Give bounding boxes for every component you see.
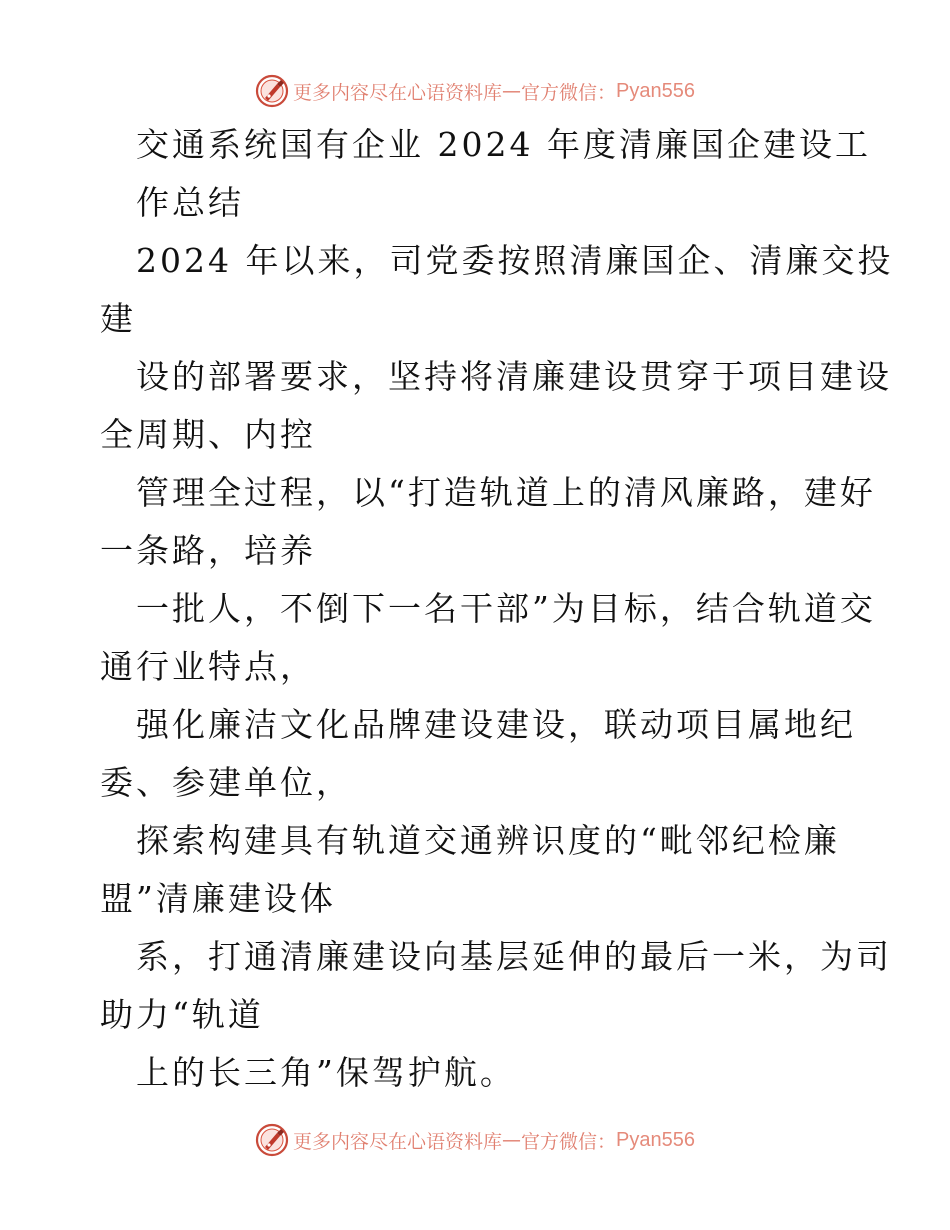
body-line: 助力“轨道 bbox=[100, 995, 264, 1034]
body-line: 探索构建具有轨道交通辨识度的“毗邻纪检廉 bbox=[136, 821, 840, 860]
pen-nib-logo-icon bbox=[255, 1123, 289, 1157]
banner-separator: — bbox=[502, 1129, 522, 1151]
footer-banner bbox=[0, 1120, 950, 1160]
body-line: 设的部署要求，坚持将清廉建设贯穿于项目建设 bbox=[136, 357, 892, 396]
body-line: 2024 年以来，司党委按照清廉国企、清廉交投 bbox=[136, 241, 894, 280]
body-line: 强化廉洁文化品牌建设建设，联动项目属地纪 bbox=[136, 705, 856, 744]
banner-wechat-label: 官方微信： bbox=[521, 1130, 617, 1153]
banner-site-text: 更多内容尽在心语资料库 bbox=[293, 81, 503, 104]
document-title-line-2: 作总结 bbox=[136, 183, 244, 222]
body-line: 委、参建单位， bbox=[100, 763, 352, 802]
pen-nib-logo-icon bbox=[255, 74, 289, 108]
body-line: 建 bbox=[100, 299, 136, 338]
body-line: 管理全过程，以“打造轨道上的清风廉路，建好 bbox=[136, 473, 876, 512]
banner-wechat-id: Pyan556 bbox=[616, 79, 695, 102]
banner-wechat-id: Pyan556 bbox=[616, 1128, 695, 1151]
body-line: 系，打通清廉建设向基层延伸的最后一米，为司 bbox=[136, 937, 892, 976]
document-title-line-1: 交通系统国有企业 2024 年度清廉国企建设工 bbox=[136, 125, 871, 164]
header-banner bbox=[0, 71, 950, 111]
banner-site-text: 更多内容尽在心语资料库 bbox=[293, 1130, 503, 1153]
banner-separator: — bbox=[502, 80, 522, 102]
body-line: 盟”清廉建设体 bbox=[100, 879, 336, 918]
body-line: 一批人，不倒下一名干部”为目标，结合轨道交 bbox=[136, 589, 876, 628]
banner-wechat-label: 官方微信： bbox=[521, 81, 617, 104]
body-line: 一条路，培养 bbox=[100, 531, 316, 570]
body-line: 上的长三角”保驾护航。 bbox=[136, 1053, 516, 1092]
body-line: 全周期、内控 bbox=[100, 415, 316, 454]
body-line: 通行业特点， bbox=[100, 647, 316, 686]
